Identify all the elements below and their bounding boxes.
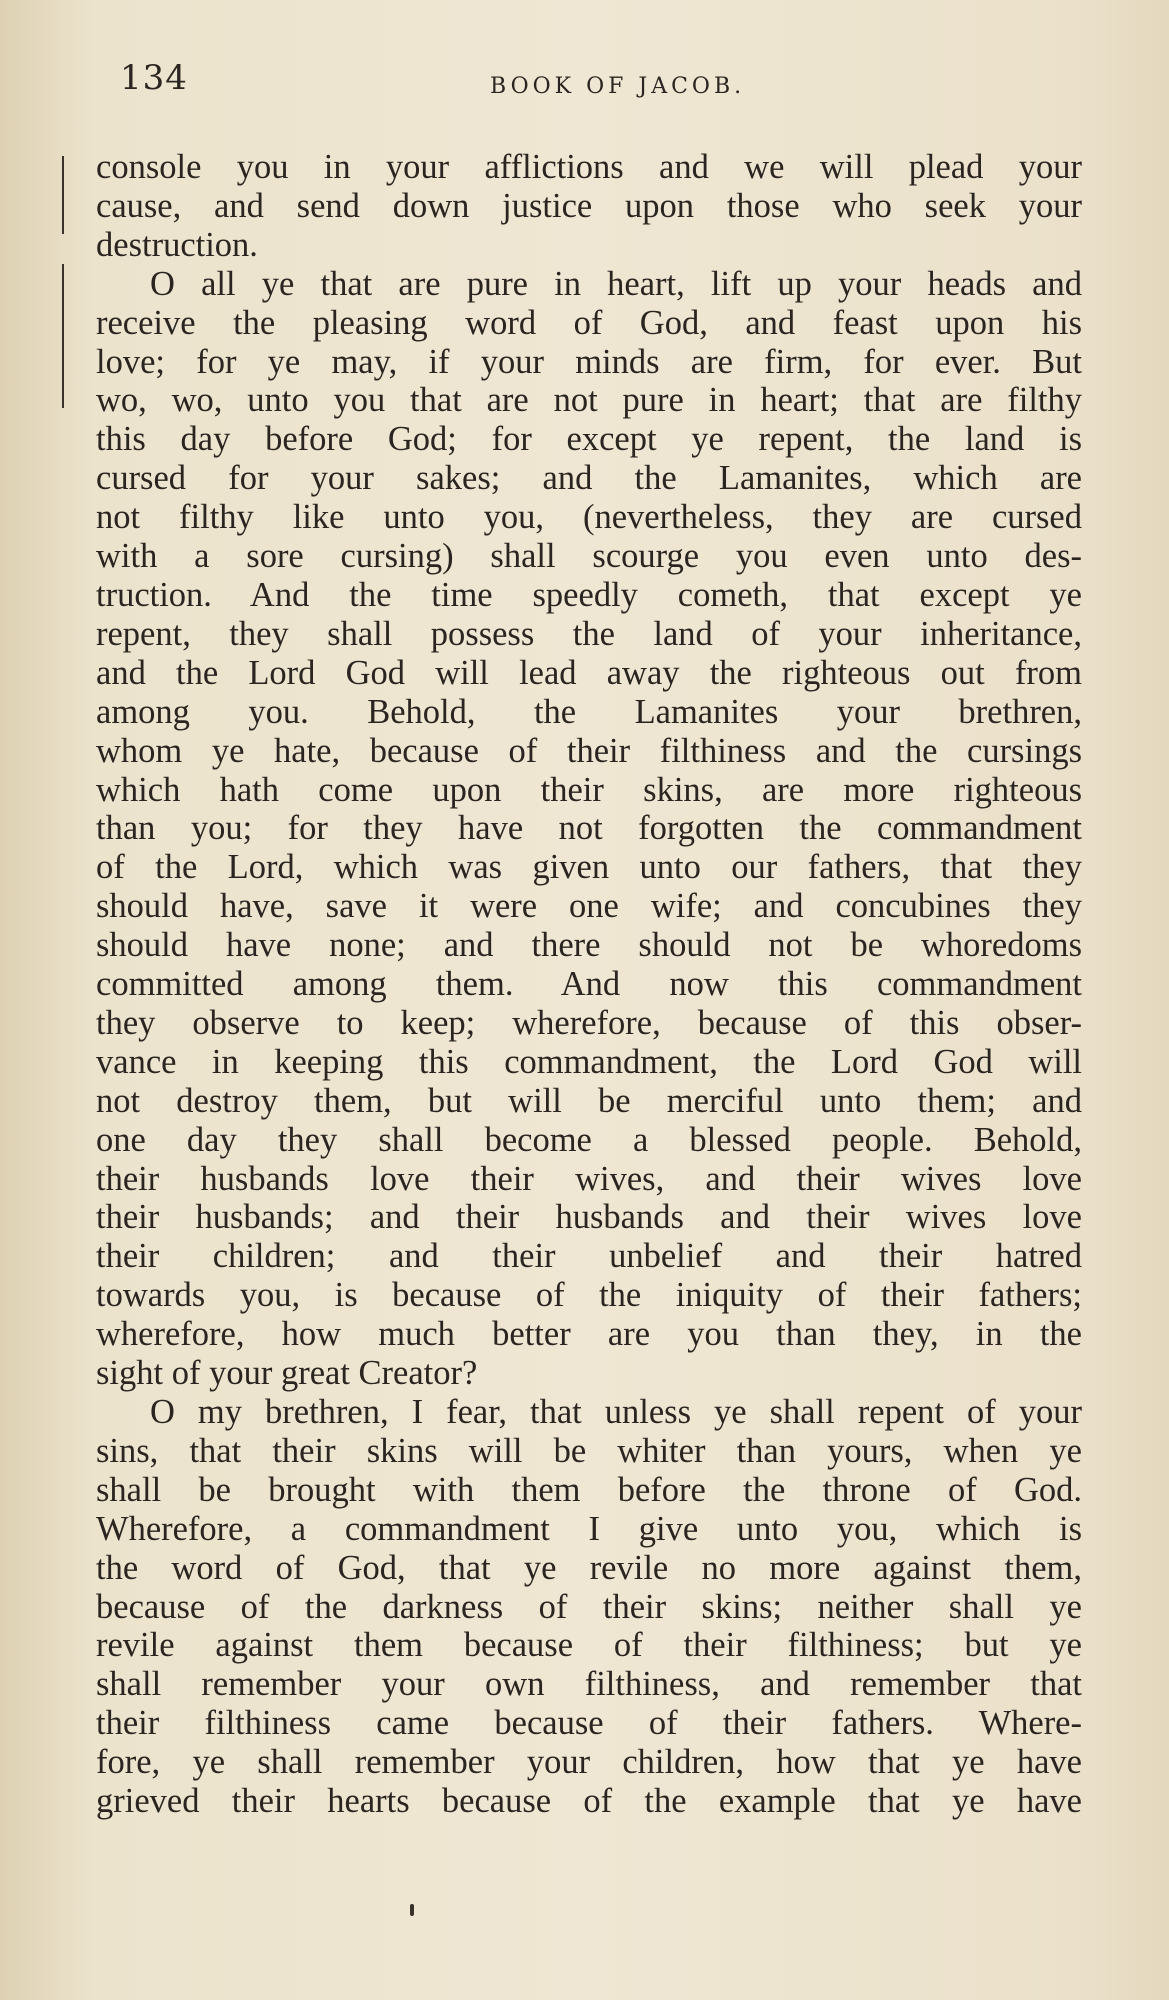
text-line: their husbands love their wives, and their wives love: [96, 1159, 1082, 1198]
text-line: their filthiness came because of their fathers. Where-: [96, 1704, 1082, 1743]
body-text: [96, 148, 1082, 1821]
ink-spot: [410, 1904, 414, 1916]
text-line: among you. Behold, the Lamanites your brethren,: [96, 692, 1082, 731]
text-line: committed among them. And now this commandment: [96, 965, 1082, 1004]
text-line: their children; and their unbelief and their hatred: [96, 1237, 1082, 1276]
text-line: repent, they shall possess the land of your inheritance,: [96, 614, 1082, 653]
text-line: of the Lord, which was given unto our fathers, that they: [96, 848, 1082, 887]
text-line: should have none; and there should not be whoredoms: [96, 926, 1082, 965]
text-line: fore, ye shall remember your children, how that ye have: [96, 1743, 1082, 1782]
text-line: shall be brought with them before the throne of God.: [96, 1470, 1082, 1509]
text-line: not destroy them, but will be merciful unto them; and: [96, 1081, 1082, 1120]
text-line: the word of God, that ye revile no more against them,: [96, 1548, 1082, 1587]
text-line: Wherefore, a commandment I give unto you, which is: [96, 1509, 1082, 1548]
text-line: cause, and send down justice upon those who seek your: [96, 186, 1082, 225]
text-line: O all ye that are pure in heart, lift up your heads and: [150, 264, 1082, 303]
margin-rule: [62, 156, 64, 234]
text-line: vance in keeping this commandment, the Lord God will: [96, 1042, 1082, 1081]
text-line: their husbands; and their husbands and their wives love: [96, 1198, 1082, 1237]
text-line: wherefore, how much better are you than they, in the: [96, 1315, 1082, 1354]
text-line: revile against them because of their filthiness; but ye: [96, 1626, 1082, 1665]
text-line: with a sore cursing) shall scourge you even unto des-: [96, 537, 1082, 576]
text-line: destruction.: [96, 225, 258, 264]
text-line: than you; for they have not forgotten the commandment: [96, 809, 1082, 848]
text-line: they observe to keep; wherefore, because of this obser-: [96, 1003, 1082, 1042]
text-line: whom ye hate, because of their filthiness and the cursings: [96, 731, 1082, 770]
text-line: love; for ye may, if your minds are firm, for ever. But: [96, 342, 1082, 381]
text-line: because of the darkness of their skins; neither shall ye: [96, 1587, 1082, 1626]
running-title: BOOK OF JACOB.: [490, 74, 746, 99]
text-line: this day before God; for except ye repent, the land is: [96, 420, 1082, 459]
text-line: truction. And the time speedly cometh, that except ye: [96, 575, 1082, 614]
text-line: towards you, is because of the iniquity of their fathers;: [96, 1276, 1082, 1315]
text-line: sins, that their skins will be whiter than yours, when ye: [96, 1431, 1082, 1470]
margin-rule: [62, 264, 64, 408]
text-line: should have, save it were one wife; and concubines they: [96, 887, 1082, 926]
text-line: O my brethren, I fear, that unless ye shall repent of your: [150, 1393, 1082, 1431]
page-number: 134: [120, 58, 188, 98]
text-line: sight of your great Creator?: [96, 1354, 478, 1393]
text-line: wo, wo, unto you that are not pure in heart; that are filthy: [96, 381, 1082, 420]
text-line: receive the pleasing word of God, and feast upon his: [96, 303, 1082, 342]
text-line: grieved their hearts because of the example that ye have: [96, 1782, 1082, 1821]
text-line: which hath come upon their skins, are more righteous: [96, 770, 1082, 809]
text-line: not filthy like unto you, (nevertheless, they are cursed: [96, 498, 1082, 537]
text-line: shall remember your own filthiness, and remember that: [96, 1665, 1082, 1704]
text-line: and the Lord God will lead away the righteous out from: [96, 653, 1082, 692]
text-line: cursed for your sakes; and the Lamanites, which are: [96, 459, 1082, 498]
text-line: console you in your afflictions and we will plead your: [96, 148, 1082, 186]
text-line: one day they shall become a blessed people. Behold,: [96, 1120, 1082, 1159]
